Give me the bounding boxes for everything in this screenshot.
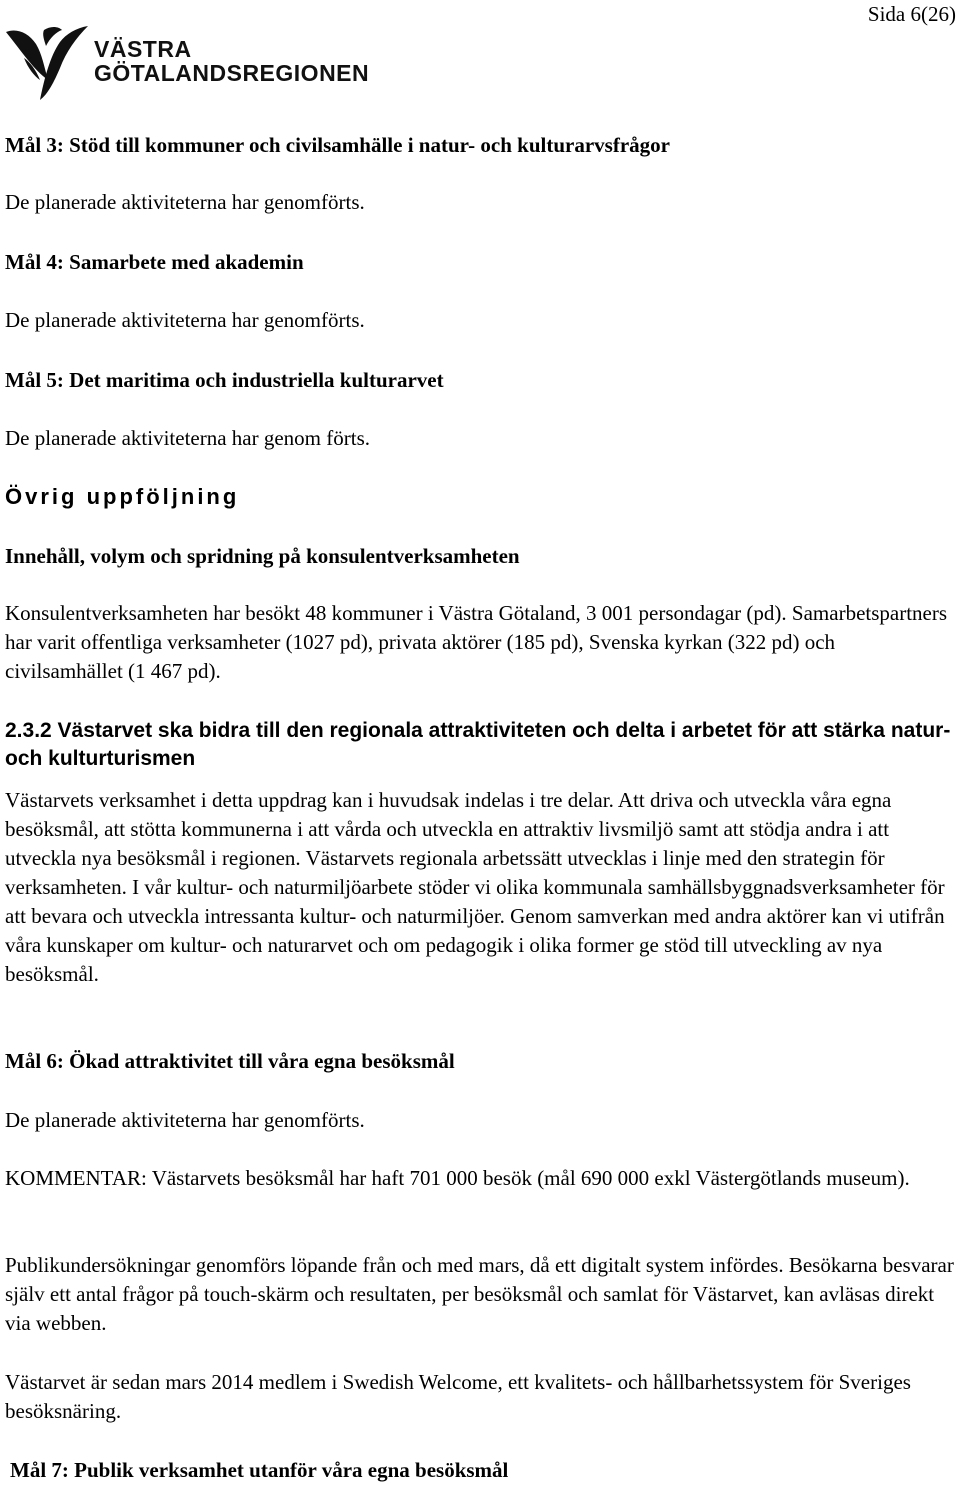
vgr-logo-icon bbox=[4, 22, 90, 106]
goal7-title: Mål 7: Publik verksamhet utanför våra egna besöksmål bbox=[10, 1458, 509, 1482]
goal4-title: Mål 4: Samarbete med akademin bbox=[5, 250, 304, 274]
goal3-title: Mål 3: Stöd till kommuner och civilsamhälle i natur- och kulturarvsfrågor bbox=[5, 133, 670, 157]
goal6-member: Västarvet är sedan mars 2014 medlem i Swedish Welcome, ett kvalitets- och hållbarhetssystem för Sveriges besöksnäring. bbox=[5, 1370, 911, 1423]
section-paragraph: Konsulentverksamheten har besökt 48 kommuner i Västra Götaland, 3 001 persondagar (pd). Samarbetspartners har varit offentliga verksamheter (1027 pd), privata aktörer (185 pd), Svenska kyrkan (322 pd) och civilsamhället (1 467 pd). bbox=[5, 601, 948, 683]
logo-text-line2: GÖTALANDSREGIONEN bbox=[94, 60, 370, 86]
section-subheading: Innehåll, volym och spridning på konsulentverksamheten bbox=[5, 544, 520, 568]
s232-heading: 2.3.2 Västarvet ska bidra till den regionala attraktiviteten och delta i arbetet för att stärka natur- och kulturturismen bbox=[5, 719, 951, 770]
goal6-title: Mål 6: Ökad attraktivitet till våra egna besöksmål bbox=[5, 1049, 455, 1073]
goal6-comment: KOMMENTAR: Västarvets besöksmål har haft 701 000 besök (mål 690 000 exkl Västergötlands museum). bbox=[5, 1166, 910, 1190]
goal6-survey: Publikundersökningar genomförs löpande från och med mars, då ett digitalt system infördes. Besökarna besvarar själv ett antal frågor på touch-skärm och resultaten, per besöksmål och samlat för Västarvet, kan avläsas direkt via webben. bbox=[5, 1253, 954, 1335]
section-heading: Övrig uppföljning bbox=[5, 484, 240, 509]
goal5-title: Mål 5: Det maritima och industriella kulturarvet bbox=[5, 368, 444, 392]
goal6-text: De planerade aktiviteterna har genomförts. bbox=[5, 1108, 365, 1132]
vgr-logo bbox=[4, 22, 384, 106]
goal4-text: De planerade aktiviteterna har genomförts. bbox=[5, 308, 365, 332]
logo-text-line1: VÄSTRA bbox=[94, 36, 192, 62]
page-number: Sida 6(26) bbox=[867, 2, 956, 26]
goal5-text: De planerade aktiviteterna har genom förts. bbox=[5, 426, 371, 450]
s232-paragraph: Västarvets verksamhet i detta uppdrag kan i huvudsak indelas i tre delar. Att driva och utveckla våra egna besöksmål, att stötta kommunerna i att vårda och utveckla en attraktiv livsmiljö samt att stödja andra i att utveckla nya besöksmål i regionen. Västarvets regionala arbetssätt utvecklas i linje med den strategin för verksamheten. I vår kultur- och naturmiljöarbete stöder vi olika kommunala samhällsbyggnadsverksamheter för att bevara och utveckla intressanta kultur- och naturmiljöer. Genom samverkan med andra aktörer kan vi utifrån våra kunskaper om kultur- och naturarvet och om pedagogik i olika former ge stöd till utveckling av nya besöksmål. bbox=[5, 788, 945, 986]
goal3-text: De planerade aktiviteterna har genomförts. bbox=[5, 190, 365, 214]
